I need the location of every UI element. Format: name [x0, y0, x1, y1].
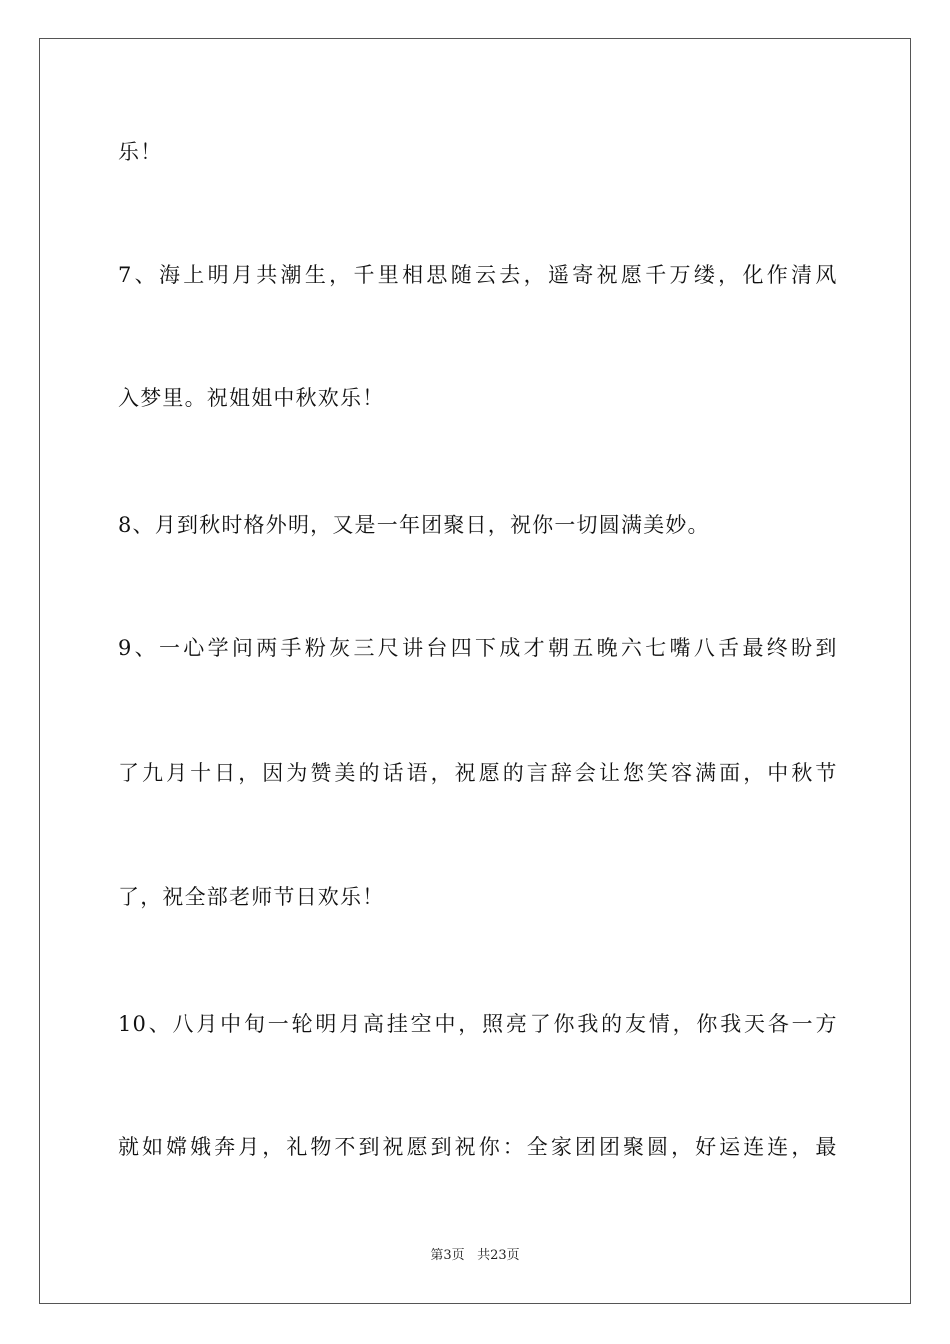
- text-line-9: 就 如 嫦 娥 奔 月 ， 礼 物 不 到 祝 愿 到 祝 你 ： 全 家 团 团 聚 圆 ， 好 运 连 连 ， 最: [118, 1135, 838, 1159]
- text-line-3: 入梦里。祝姐姐中秋欢乐！: [118, 386, 385, 410]
- page-footer: [0, 1247, 950, 1265]
- page-frame: [39, 38, 911, 1304]
- text-line-1: 乐！: [118, 140, 163, 164]
- text-line-6: 了 九 月 十 日 ， 因 为 赞 美 的 话 语 ， 祝 愿 的 言 辞 会 让 您 笑 容 满 面 ， 中 秋 节: [118, 761, 838, 785]
- text-line-7: 了，祝全部老师节日欢乐！: [118, 885, 385, 909]
- text-line-8: 10 、 八 月 中 旬 一 轮 明 月 高 挂 空 中 ， 照 亮 了 你 我 的 友 情 ， 你 我 天 各 一 方: [118, 1012, 838, 1036]
- text-line-4: 8、月到秋时格外明，又是一年团聚日，祝你一切圆满美妙。: [118, 513, 710, 537]
- page-number: 第3页: [430, 1248, 465, 1263]
- text-line-5: 9 、 一 心 学 问 两 手 粉 灰 三 尺 讲 台 四 下 成 才 朝 五 晚 六 七 嘴 八 舌 最 终 盼 到: [118, 636, 838, 660]
- text-line-2: 7 、 海 上 明 月 共 潮 生 ， 千 里 相 思 随 云 去 ， 遥 寄 祝 愿 千 万 缕 ， 化 作 清 风: [118, 263, 838, 287]
- total-pages: 共23页: [477, 1248, 520, 1263]
